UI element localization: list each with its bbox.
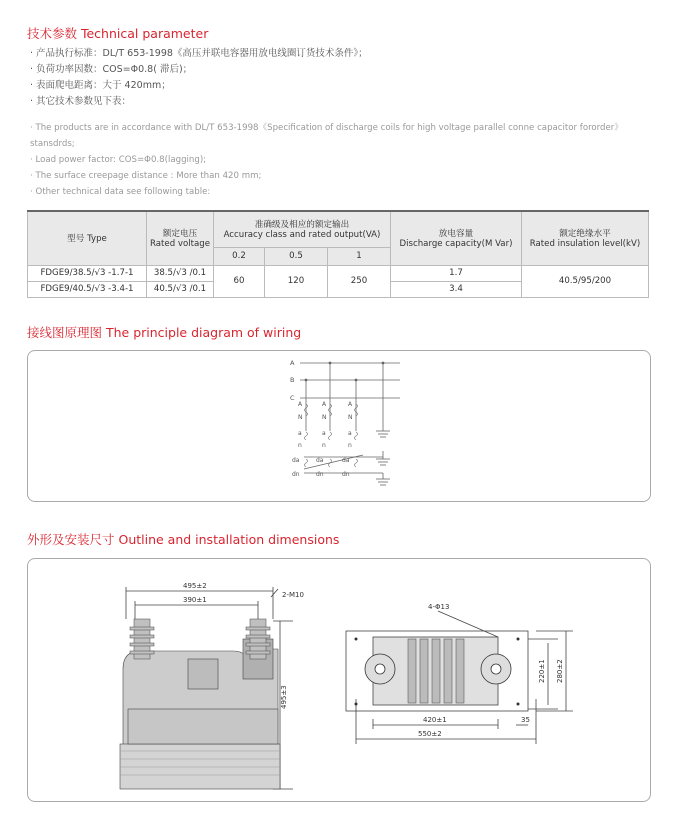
winding-label: n: [348, 442, 352, 449]
dimension-label: 420±1: [423, 716, 447, 724]
wiring-diagram-panel: [27, 350, 651, 502]
dimension-label: 4-Φ13: [428, 603, 450, 611]
cell-output: 250: [328, 265, 391, 297]
bus-label: B: [290, 376, 295, 384]
winding-label: dn: [316, 471, 324, 478]
list-item: · Load power factor: COS=Φ0.8(lagging);: [30, 155, 207, 165]
section-title-outline: 外形及安装尺寸 Outline and installation dimensions: [27, 532, 340, 547]
header-class: 0.5: [265, 247, 328, 265]
winding-label: a: [322, 430, 326, 437]
dimension-label: 35: [521, 716, 530, 724]
cell-output: 120: [265, 265, 328, 297]
winding-label: a: [348, 430, 352, 437]
cell-insulation: 40.5/95/200: [522, 265, 649, 297]
outline-drawing-panel: [27, 558, 651, 802]
dimension-label: 220±1: [538, 659, 546, 683]
winding-label: A: [298, 401, 303, 408]
winding-label: N: [322, 414, 327, 421]
header-insulation: 额定绝缘水平 Rated insulation level(kV): [522, 211, 649, 265]
winding-label: a: [298, 430, 302, 437]
winding-label: da: [292, 457, 300, 464]
winding-label: dn: [342, 471, 350, 478]
header-rated-voltage: 额定电压 Rated voltage: [147, 211, 214, 265]
winding-label: da: [342, 457, 350, 464]
dimension-label: 495±3: [280, 685, 288, 709]
header-accuracy: 准确级及相应的额定输出 Accuracy class and rated output(VA): [214, 211, 391, 247]
dimension-label: 280±2: [556, 659, 564, 683]
cell-discharge: 3.4: [391, 281, 522, 297]
bus-label: C: [290, 394, 295, 402]
outline-drawing: [28, 559, 650, 801]
winding-label: N: [298, 414, 303, 421]
winding-label: A: [348, 401, 353, 408]
cell-voltage: 38.5/√3 /0.1: [147, 265, 214, 281]
english-spec-list: [30, 120, 660, 200]
dimension-label: 2-M10: [282, 591, 304, 599]
dimension-label: 390±1: [183, 596, 207, 604]
cell-voltage: 40.5/√3 /0.1: [147, 281, 214, 297]
cell-type: FDGE9/40.5/√3 -3.4-1: [28, 281, 147, 297]
dimension-label: 550±2: [418, 730, 442, 738]
winding-label: n: [298, 442, 302, 449]
spec-table: [27, 210, 649, 298]
winding-label: dn: [292, 471, 300, 478]
table-row: [28, 265, 649, 281]
list-item: · 负荷功率因数：COS=Φ0.8( 滞后)；: [30, 64, 193, 75]
section-title-technical: 技术参数 Technical parameter: [27, 26, 209, 41]
chinese-spec-list: [30, 46, 368, 110]
list-item: · The surface creepage distance : More than 420 mm;: [30, 171, 262, 181]
bus-label: A: [290, 359, 295, 367]
winding-label: da: [316, 457, 324, 464]
list-item: · Other technical data see following table:: [30, 187, 211, 197]
winding-label: A: [322, 401, 327, 408]
dimension-label: 495±2: [183, 582, 207, 590]
cell-output: 60: [214, 265, 265, 297]
cell-discharge: 1.7: [391, 265, 522, 281]
winding-label: n: [322, 442, 326, 449]
header-class: 0.2: [214, 247, 265, 265]
list-item: · The products are in accordance with DL/T 653-1998《Specification of discharge coils for high voltage parallel conne capacitor fororder》 stansdrds;: [30, 123, 623, 149]
list-item: · 表面爬电距离：大于 420mm；: [30, 80, 171, 91]
winding-label: N: [348, 414, 353, 421]
header-discharge: 放电容量 Discharge capacity(M Var): [391, 211, 522, 265]
wiring-diagram: [28, 351, 650, 501]
header-type: 型号 Type: [28, 211, 147, 265]
list-item: · 其它技术参数见下表：: [30, 96, 132, 107]
header-class: 1: [328, 247, 391, 265]
cell-type: FDGE9/38.5/√3 -1.7-1: [28, 265, 147, 281]
list-item: · 产品执行标准：DL/T 653-1998《高压并联电容器用放电线圈订货技术条件》；: [30, 48, 368, 59]
section-title-wiring: 接线图原理图 The principle diagram of wiring: [27, 325, 302, 340]
